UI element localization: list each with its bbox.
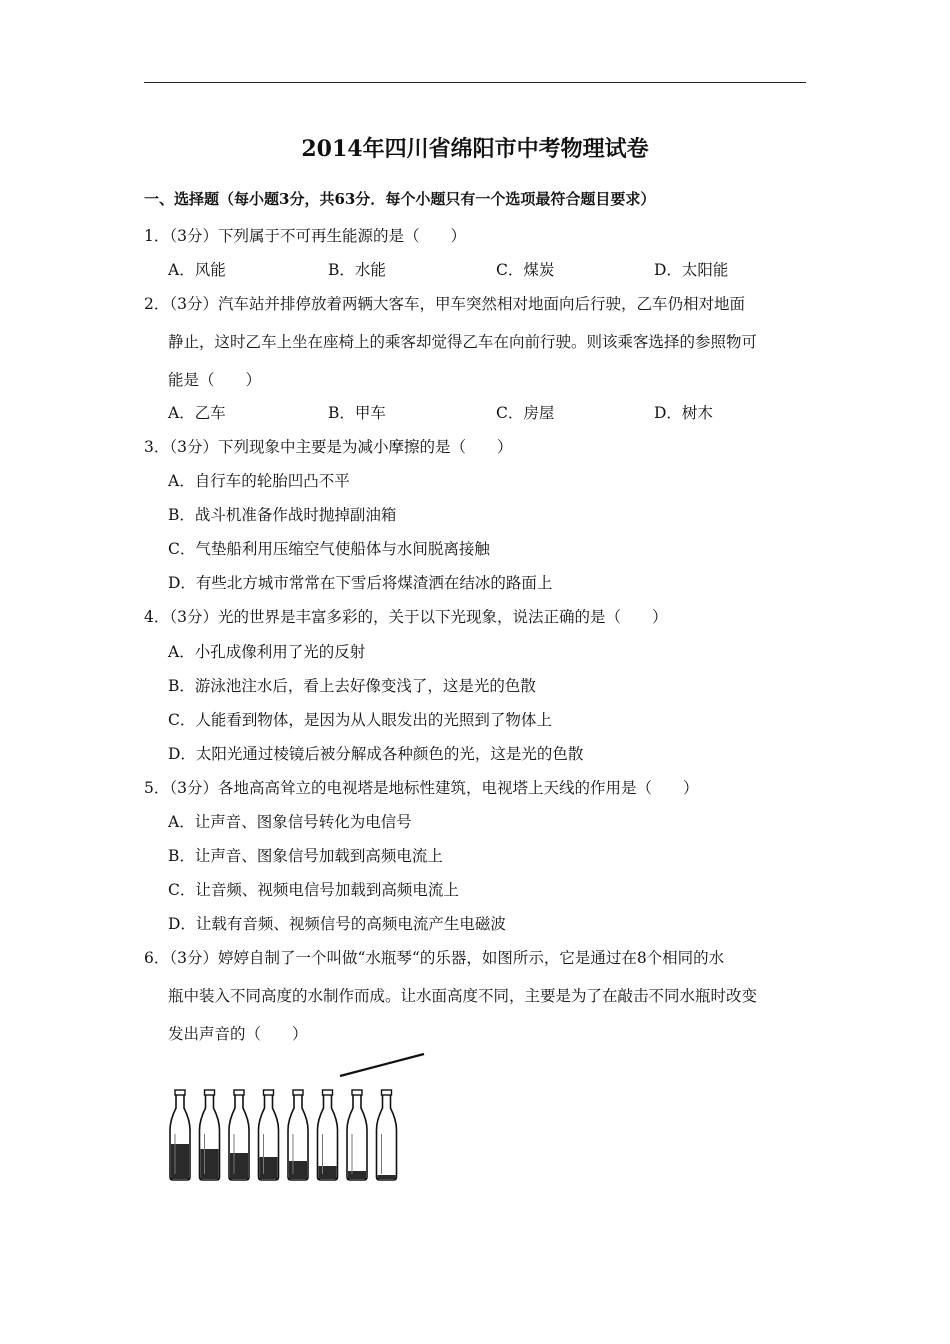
bottle-mouth [234,1090,244,1095]
water-bottle [200,1090,220,1180]
q2-option-c: C．房屋 [496,404,555,422]
top-rule [144,82,806,83]
bottle-outline [347,1094,367,1180]
bottle-mouth [264,1090,274,1095]
water-fill [171,1144,189,1179]
water-bottle [259,1090,279,1180]
water-bottle [229,1090,249,1180]
q3-option-c: C．气垫船利用压缩空气使船体与水间脱离接触 [168,540,490,558]
q3-option-b: B．战斗机准备作战时抛掉副油箱 [168,506,397,524]
water-fill [230,1153,248,1179]
q2-stem-line2: 静止，这时乙车上坐在座椅上的乘客却觉得乙车在向前行驶。则该乘客选择的参照物可 [168,333,758,351]
water-fill [260,1157,278,1179]
water-bottle [288,1090,308,1180]
page-title: 2014年四川省绵阳市中考物理试卷 [301,136,649,162]
water-fill [289,1161,307,1179]
water-fill [319,1166,337,1179]
q4-option-c: C．人能看到物体，是因为从人眼发出的光照到了物体上 [168,711,552,729]
q2-option-b: B．甲车 [328,404,386,422]
bottle-outline [377,1094,397,1180]
bottle-mouth [382,1090,392,1095]
water-bottle [347,1090,367,1180]
q5-option-a: A．让声音、图象信号转化为电信号 [168,813,412,831]
water-fill [378,1175,396,1179]
q2-stem-line1: 2．（3分）汽车站并排停放着两辆大客车，甲车突然相对地面向后行驶，乙车仍相对地面 [144,295,745,313]
q4-option-a: A．小孔成像利用了光的反射 [168,643,366,661]
q1-stem: 1．（3分）下列属于不可再生能源的是（ ） [144,227,466,245]
q6-stem-line1: 6．（3分）婷婷自制了一个叫做“水瓶琴“的乐器，如图所示，它是通过在8个相同的水 [144,949,725,967]
q3-option-d: D．有些北方城市常常在下雪后将煤渣洒在结冰的路面上 [168,574,553,592]
q3-option-a: A．自行车的轮胎凹凸不平 [168,472,350,490]
q3-stem: 3．（3分）下列现象中主要是为减小摩擦的是（ ） [144,438,513,456]
q1-option-a: A．风能 [168,261,226,279]
q2-option-a: A．乙车 [168,404,226,422]
q1-option-b: B．水能 [328,261,386,279]
bottle-mouth [175,1090,185,1095]
q1-option-d: D．太阳能 [654,261,729,279]
q5-option-b: B．让声音、图象信号加载到高频电流上 [168,847,443,865]
q6-stem-line3: 发出声音的（ ） [168,1025,308,1043]
striking-rod [340,1054,424,1076]
water-bottle [170,1090,190,1180]
water-fill [201,1149,219,1179]
q4-option-d: D．太阳光通过棱镜后被分解成各种颜色的光，这是光的色散 [168,745,584,763]
bottle-mouth [293,1090,303,1095]
q5-stem: 5．（3分）各地高高耸立的电视塔是地标性建筑，电视塔上天线的作用是（ ） [144,779,699,797]
q6-stem-line2: 瓶中装入不同高度的水制作而成。让水面高度不同，主要是为了在敲击不同水瓶时改变 [168,987,758,1005]
q4-stem: 4．（3分）光的世界是丰富多彩的，关于以下光现象，说法正确的是（ ） [144,608,668,626]
q5-option-d: D．让载有音频、视频信号的高频电流产生电磁波 [168,915,506,933]
water-fill [348,1171,366,1179]
q2-stem-line3: 能是（ ） [168,371,262,389]
q5-option-c: C．让音频、视频电信号加载到高频电流上 [168,881,459,899]
water-bottle [377,1090,397,1180]
section-heading: 一、选择题（每小题3分，共63分．每个小题只有一个选项最符合题目要求） [144,190,656,208]
q4-option-b: B．游泳池注水后，看上去好像变浅了，这是光的色散 [168,677,536,695]
q1-option-c: C．煤炭 [496,261,555,279]
bottle-mouth [205,1090,215,1095]
bottle-mouth [352,1090,362,1095]
water-bottle [318,1090,338,1180]
water-bottle-figure [160,1048,440,1188]
bottle-mouth [323,1090,333,1095]
q2-option-d: D．树木 [654,404,713,422]
